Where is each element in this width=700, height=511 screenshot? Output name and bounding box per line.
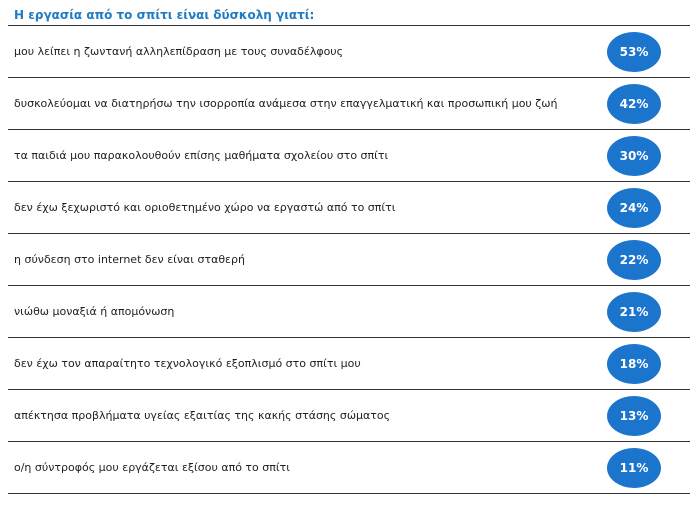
percentage-badge: 18% <box>607 344 661 384</box>
percentage-badge: 22% <box>607 240 661 280</box>
row-label: δυσκολεύομαι να διατηρήσω την ισορροπία ανάμεσα στην επαγγελματική και προσωπική μου ζωή <box>14 97 558 110</box>
row-label: τα παιδιά μου παρακολουθούν επίσης μαθήματα σχολείου στο σπίτι <box>14 149 389 162</box>
table-row <box>8 181 690 233</box>
row-label: η σύνδεση στο internet δεν είναι σταθερή <box>14 253 245 266</box>
percentage-badge: 42% <box>607 84 661 124</box>
table-row <box>8 25 690 77</box>
row-label: μου λείπει η ζωντανή αλληλεπίδραση με τους συναδέλφους <box>14 45 344 58</box>
table-row <box>8 441 690 494</box>
row-label: απέκτησα προβλήματα υγείας εξαιτίας της κακής στάσης σώματος <box>14 409 391 422</box>
table-row <box>8 389 690 441</box>
table-row <box>8 285 690 337</box>
row-label: δεν έχω τον απαραίτητο τεχνολογικό εξοπλισμό στο σπίτι μου <box>14 357 361 370</box>
table-row <box>8 129 690 181</box>
table-row <box>8 233 690 285</box>
percentage-badge: 11% <box>607 448 661 488</box>
row-label: νιώθω μοναξιά ή απομόνωση <box>14 305 175 318</box>
table-row <box>8 77 690 129</box>
percentage-badge: 24% <box>607 188 661 228</box>
chart-title: Η εργασία από το σπίτι είναι δύσκολη γιατί: <box>14 8 315 22</box>
row-label: ο/η σύντροφός μου εργάζεται εξίσου από το σπίτι <box>14 461 290 474</box>
percentage-badge: 13% <box>607 396 661 436</box>
percentage-badge: 21% <box>607 292 661 332</box>
percentage-badge: 30% <box>607 136 661 176</box>
reasons-list <box>8 25 690 494</box>
table-row <box>8 337 690 389</box>
row-label: δεν έχω ξεχωριστό και οριοθετημένο χώρο να εργαστώ από το σπίτι <box>14 201 396 214</box>
percentage-badge: 53% <box>607 32 661 72</box>
